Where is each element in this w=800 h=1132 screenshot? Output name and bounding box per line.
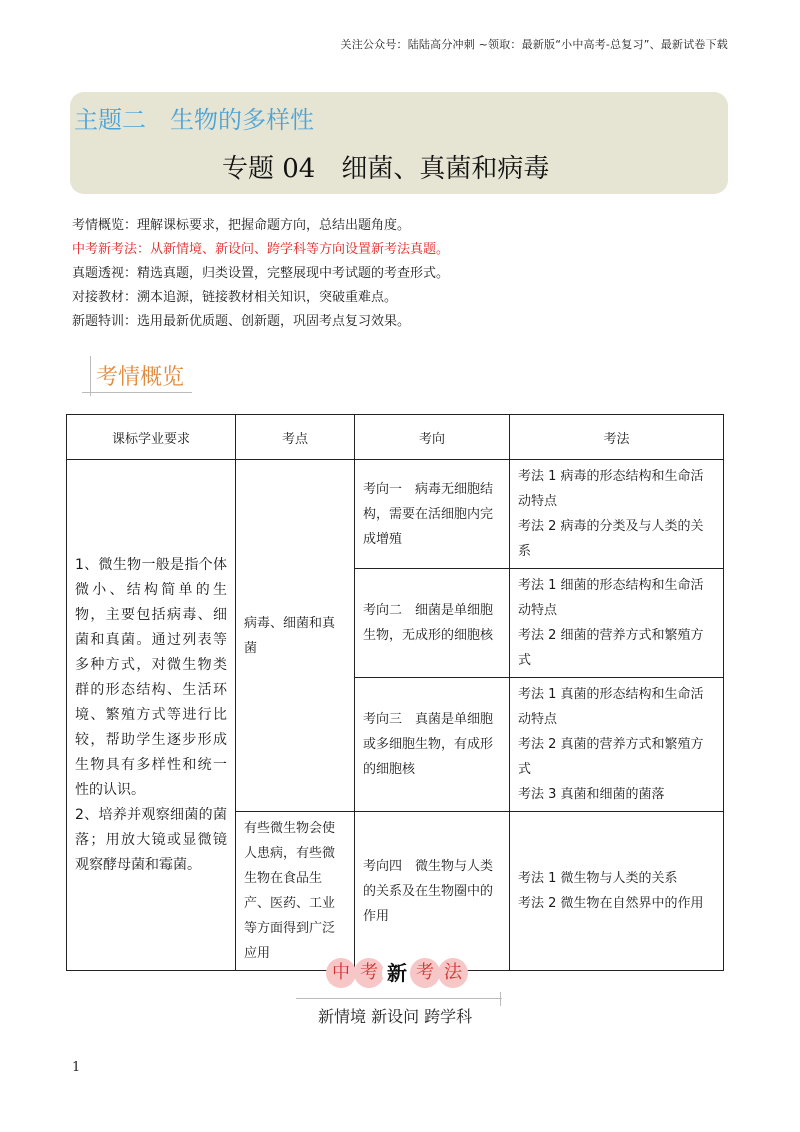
column-header: 考点 [236,415,355,460]
section-title: 考情概览 [96,365,185,390]
logo-char: 法 [438,958,468,988]
point-cell: 有些微生物会使人患病，有些微生物在食品生产、医药、工业等方面得到广泛应用 [236,812,355,971]
header-note: 关注公众号：陆陆高分冲刺 ~领取：最新版“小中高考-总复习”、最新试卷下载 [340,38,728,51]
column-header: 课标学业要求 [67,415,236,460]
heading-divider [90,356,91,396]
method-item: 考法 2 细菌的营养方式和繁殖方式 [518,628,704,668]
theme-title: 主题二 生物的多样性 [74,106,314,134]
requirement-text: 2、培养并观察细菌的菌落；用放大镜或显微镜观察酵母菌和霉菌。 [75,806,227,873]
table-row [67,460,724,569]
method-item: 考法 2 病毒的分类及与人类的关系 [518,519,704,559]
logo-char: 考 [410,958,440,988]
table-header-row [67,415,724,460]
logo-subtitle: 新情境 新设问 跨学科 [318,1007,473,1026]
column-header: 考向 [355,415,510,460]
intro-line: 考情概览：理解课标要求，把握命题方向，总结出题角度。 [72,218,411,233]
requirement-cell [67,460,236,971]
title-banner [70,92,728,194]
method-item: 考法 1 细菌的形态结构和生命活动特点 [518,578,704,618]
method-item: 考法 2 微生物在自然界中的作用 [518,896,704,911]
intro-line-highlight: 中考新考法：从新情境、新设问、跨学科等方向设置新考法真题。 [72,242,450,257]
direction-cell: 考向二 细菌是单细胞生物，无成形的细胞核 [355,569,510,678]
section-heading [82,356,212,398]
direction-cell: 考向三 真菌是单细胞或多细胞生物，有成形的细胞核 [355,678,510,812]
topic-title: 专题 04 细菌、真菌和病毒 [222,154,550,184]
logo-char: 中 [326,958,356,988]
direction-cell: 考向四 微生物与人类的关系及在生物圈中的作用 [355,812,510,971]
logo-char: 考 [354,958,384,988]
page-number: 1 [72,1060,81,1075]
method-cell [510,812,724,971]
method-item: 考法 1 真菌的形态结构和生命活动特点 [518,687,704,727]
intro-list [72,214,732,334]
heading-divider [82,392,192,393]
new-methods-logo [290,958,510,1028]
method-item: 考法 2 真菌的营养方式和繁殖方式 [518,737,704,777]
method-cell [510,569,724,678]
intro-line: 新题特训：选用最新优质题、创新题，巩固考点复习效果。 [72,314,411,329]
logo-divider [500,992,501,1006]
method-item: 考法 1 病毒的形态结构和生命活动特点 [518,469,704,509]
overview-table [66,414,724,971]
requirement-text: 1、微生物一般是指个体微小、结构简单的生物，主要包括病毒、细菌和真菌。通过列表等多种方式，对微生物类群的形态结构、生活环境、繁殖方式等进行比较，帮助学生逐步形成生物具有多样性和统一性的认识。 [75,556,227,798]
method-item: 考法 1 微生物与人类的关系 [518,871,678,886]
logo-divider [296,998,502,999]
method-cell [510,460,724,569]
intro-line: 真题透视：精选真题，归类设置，完整展现中考试题的考查形式。 [72,266,450,281]
logo-badges [326,958,476,992]
direction-cell: 考向一 病毒无细胞结构，需要在活细胞内完成增殖 [355,460,510,569]
logo-char: 新 [382,958,412,988]
column-header: 考法 [510,415,724,460]
method-item: 考法 3 真菌和细菌的菌落 [518,787,665,802]
point-cell: 病毒、细菌和真菌 [236,460,355,812]
method-cell [510,678,724,812]
intro-line: 对接教材：溯本追源，链接教材相关知识，突破重难点。 [72,290,398,305]
